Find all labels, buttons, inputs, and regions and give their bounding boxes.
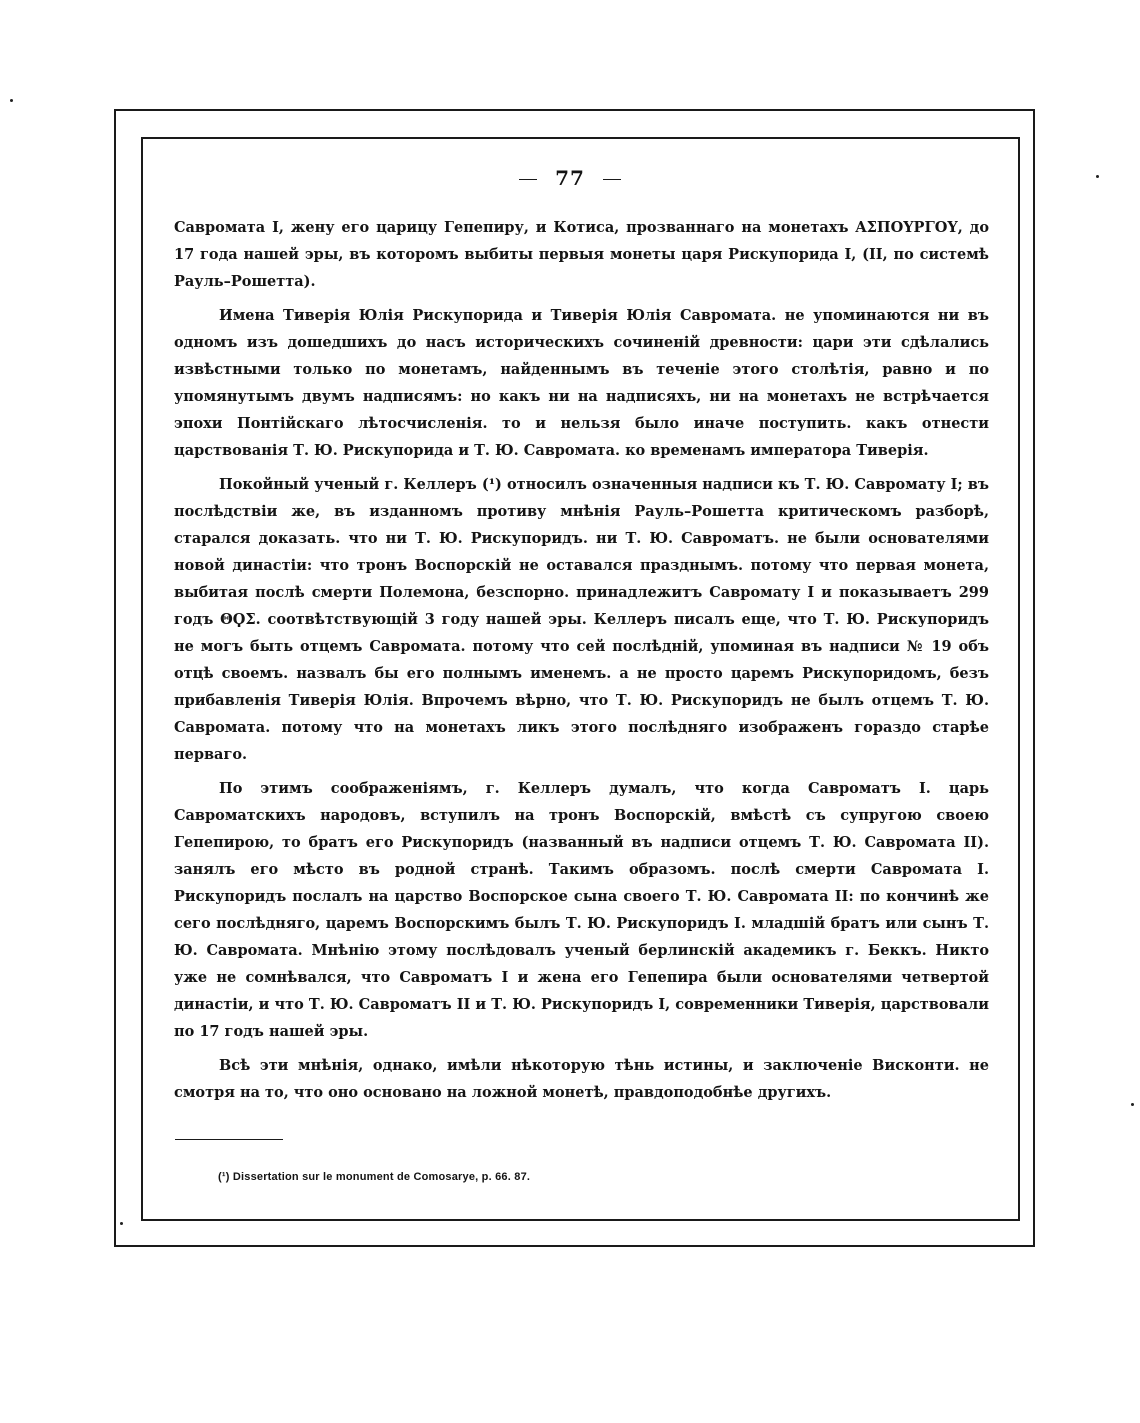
left-dash [519,179,537,180]
paragraph-5: Всѣ эти мнѣнія, однако, имѣли нѣкоторую тѣнь истины, и заключеніе Висконти. не смотря на то, что оно основано на ложной монетѣ, правдоподобнѣе другихъ. [174,1057,989,1101]
paragraph-3: Покойный ученый г. Келлеръ (¹) относилъ означенныя надписи къ Т. Ю. Савромату I; въ послѣдствіи же, въ изданномъ противу мнѣнія Рауль–Рошетта критическомъ разборѣ, старался доказать. что ни Т. Ю. Рискупоридъ. ни Т. Ю. Савроматъ. не были основателями новой династіи: что тронъ Воспорскій не оставался празднымъ. потому что первая монета, выбитая послѣ смерти Полемона, безспорно. принадлежитъ Савромату I и показываетъ 299 годъ ΘϘΣ. соотвѣтствующій 3 году нашей эры. Келлеръ писалъ еще, что Т. Ю. Рискупоридъ не могъ быть отцемъ Савромата. потому что сей послѣдній, упоминая въ надписи № 19 объ отцѣ своемъ. назвалъ бы его полнымъ именемъ. а не просто царемъ Рискупоридомъ, безъ прибавленія Тиверія Юлія. Впрочемъ вѣрно, что Т. Ю. Рискупоридъ не былъ отцемъ Т. Ю. Савромата. потому что на монетахъ ликъ этого послѣдняго изображенъ гораздо старѣе перваго. [174,476,989,763]
scan-speck [120,1222,123,1225]
page-number: 77 [555,166,585,190]
body-text [174,214,989,1113]
footnote-separator [175,1139,283,1140]
footnote: (¹) Dissertation sur le monument de Comosarye, p. 66. 87. [218,1171,531,1183]
scan-speck [1096,175,1099,178]
right-dash [603,179,621,180]
scan-speck [10,99,13,102]
paragraph-1: Савромата I, жену его царицу Гепепиру, и Котиса, прозваннаго на монетахъ ΑΣΠΟΥΡΓΟΥ, до 17 года нашей эры, въ которомъ выбиты первыя монеты царя Рискупорида I, (II, по системѣ Рауль–Рошетта). [174,219,989,290]
page-number-header [0,166,1140,190]
paragraph-4: По этимъ соображеніямъ, г. Келлеръ думалъ, что когда Савроматъ I. царь Савроматскихъ народовъ, вступилъ на тронъ Воспорскій, вмѣстѣ съ супругою своею Гепепирою, то братъ его Рискупоридъ (названный въ надписи отцемъ Т. Ю. Савромата II). занялъ его мѣсто въ родной странѣ. Такимъ образомъ. послѣ смерти Савромата I. Рискупоридъ послалъ на царство Воспорское сына своего Т. Ю. Савромата II: по кончинѣ же сего послѣдняго, царемъ Воспорскимъ былъ Т. Ю. Рискупоридъ I. младшій братъ или сынъ Т. Ю. Савромата. Мнѣнію этому послѣдовалъ ученый берлинскій академикъ г. Беккъ. Никто уже не сомнѣвался, что Савроматъ I и жена его Гепепира были основателями четвертой династіи, и что Т. Ю. Савроматъ II и Т. Ю. Рискупоридъ I, современники Тиверія, царствовали по 17 годъ нашей эры. [174,780,989,1040]
scan-speck [1131,1103,1134,1106]
paragraph-2: Имена Тиверія Юлія Рискупорида и Тиверія Юлія Савромата. не упоминаются ни въ одномъ изъ дошедшихъ до насъ историческихъ сочиненій древности: цари эти сдѣлались извѣстными только по монетамъ, найденнымъ въ теченіе этого столѣтія, равно и по упомянутымъ двумъ надписямъ: но какъ ни на надписяхъ, ни на монетахъ не встрѣчается эпохи Понтійскаго лѣтосчисленія. то и нельзя было иначе поступить. какъ отнести царствованія Т. Ю. Рискупорида и Т. Ю. Савромата. ко временамъ императора Тиверія. [174,307,989,459]
